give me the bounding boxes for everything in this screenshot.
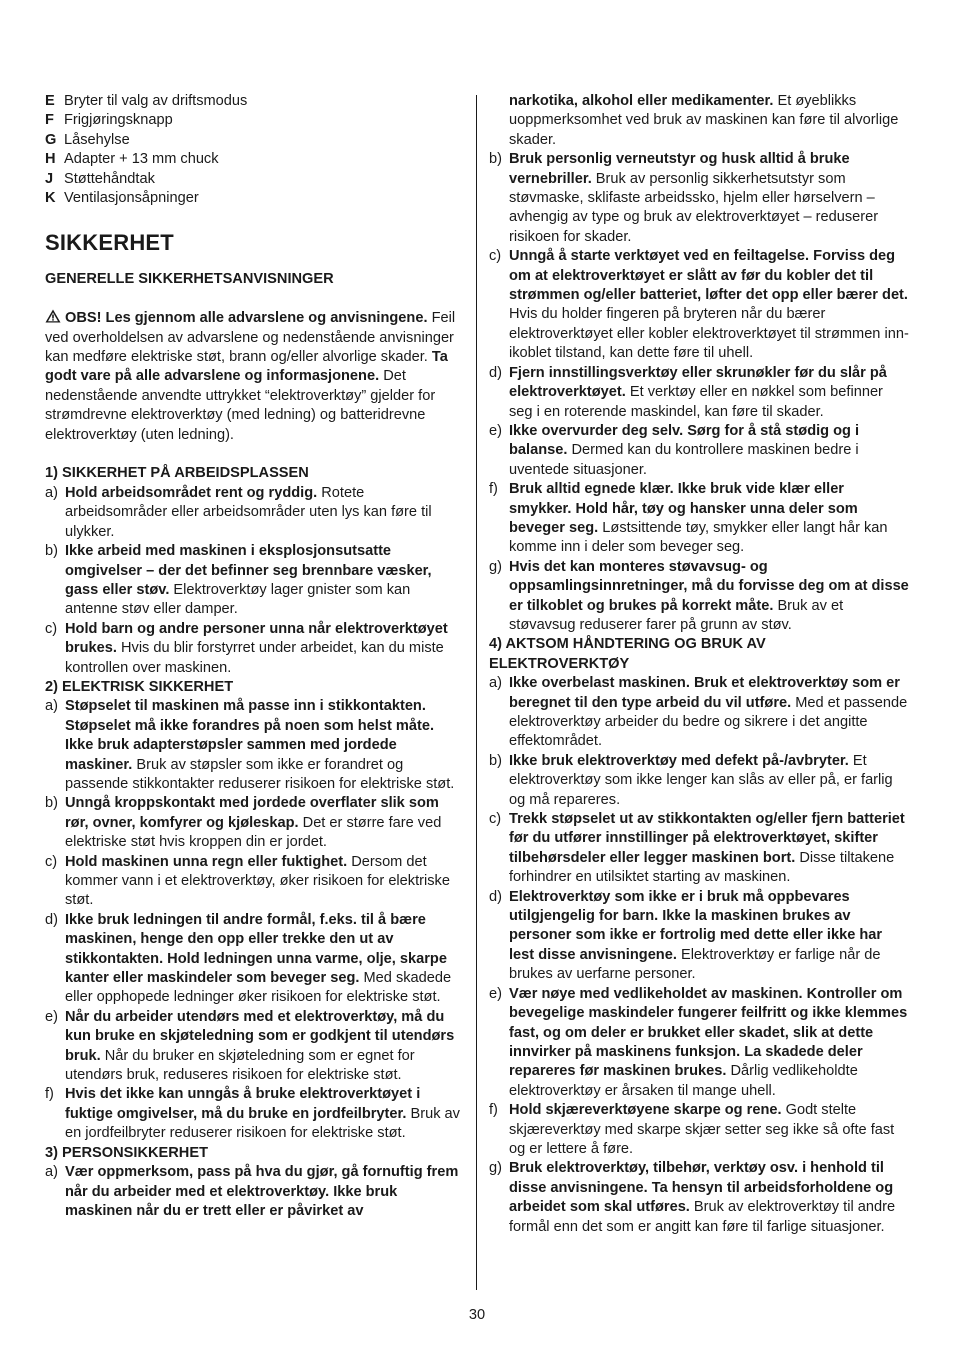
list-item <box>489 92 909 150</box>
list-item <box>489 810 909 888</box>
list-item <box>489 674 909 752</box>
list-item <box>45 853 465 911</box>
item-label: c) <box>489 811 502 828</box>
list-item <box>45 1008 465 1086</box>
item-text: Vær nøye med vedlikeholdet av maskinen. Kontroller om bevegelige maskindeler fungerer feilfritt og ikke klemmes fast, og om deler er brukket eller skadet, slik at dette innvirker på maskinens funksjon. La skadede deler repareres før maskinen brukes. Dårlig vedlikeholdte elektroverktøy er årsaken til mange uhell. <box>509 985 908 1099</box>
legend-text: Ventilasjonsåpninger <box>64 190 199 207</box>
list-item <box>489 422 909 480</box>
item-label: b) <box>45 795 58 812</box>
item-text: Ikke bruk elektroverktøy med defekt på-/avbryter. Et elektroverktøy som ikke lenger kan slås av eller på, er farlig og må repareres. <box>509 752 893 808</box>
legend-row <box>45 92 465 111</box>
item-text: Bruk personlig verneutstyr og husk alltid å bruke vernebriller. Bruk av personlig sikkerhetsutstyr som støvmaske, sklifaste arbeidssko, hjelm eller hørselvern – avhengig av type og bruk av elektroverktøyet – reduserer risikoen for skader. <box>509 151 879 245</box>
item-text: Ikke overvurder deg selv. Sørg for å stå stødig og i balanse. Dermed kan du kontrollere maskinen bedre i uventede situasjoner. <box>509 422 860 478</box>
heading-workplace-safety: 1) SIKKERHET PÅ ARBEIDSPLASSEN <box>45 465 309 482</box>
item-label: f) <box>45 1086 54 1103</box>
item-text: Hold skjæreverktøyene skarpe og rene. Godt stelte skjæreverktøy med skarpe skjær setter seg ikke så ofte fast og er lettere å føre. <box>509 1102 895 1157</box>
list-item <box>489 985 909 1101</box>
list-item <box>45 542 465 620</box>
list-item <box>45 697 465 794</box>
parts-legend <box>45 92 465 208</box>
warning-triangle-icon <box>45 309 61 323</box>
heading-electrical-safety: 2) ELEKTRISK SIKKERHET <box>45 678 234 695</box>
item-text: Trekk støpselet ut av stikkontakten og/eller fjern batteriet før du utfører innstillinger på elektroverktøyet, skifter tilbehørsdeler eller legger maskinen bort. Disse tiltakene forhindrer en utilsiktet starting av maskinen. <box>509 811 905 886</box>
item-label: f) <box>489 1102 498 1119</box>
column-divider <box>476 95 477 1290</box>
page-number: 30 <box>468 1307 486 1323</box>
item-label <box>489 92 509 150</box>
item-text: Unngå å starte verktøyet ved en feiltagelse. Forviss deg om at elektroverktøyet er slått av før du kobler det til strømmen og/eller batteriet, løfter det opp eller bærer det. Hvis du holder fingeren på bryteren når du bærer elektroverktøyet eller kobler elektroverktøyet til strømmen innikoblet tilstand, kan dette føre til uhell. <box>509 248 909 362</box>
item-text: Når du arbeider utendørs med et elektroverktøy, må du kun bruke en skjøteledning som er godkjent til utendørs bruk. Når du bruker en skjøteledning som er egnet for utendørs bruk, reduseres risikoen for elektriske støt. <box>65 1008 455 1084</box>
item-label: b) <box>45 543 58 560</box>
item-text: Hvis det ikke kan unngås å bruke elektroverktøyet i fuktige omgivelser, må du bruke en jordfeilbryter. Bruk av en jordfeilbryter reduserer risikoen for elektriske støt. <box>65 1086 460 1142</box>
legend-key: E <box>45 93 55 109</box>
item-label: c) <box>45 853 58 870</box>
item-text: Hold barn og andre personer unna når elektroverktøyet brukes. Hvis du blir forstyrret under arbeidet, kan du miste kontrollen over maskinen. <box>65 620 448 676</box>
legend-key: J <box>45 170 54 187</box>
item-label: c) <box>45 620 58 637</box>
list-electrical-safety <box>45 697 465 1143</box>
list-item <box>45 794 465 852</box>
legend-text: Frigjøringsknapp <box>64 112 173 129</box>
item-label: e) <box>489 985 502 1002</box>
subsection-title: GENERELLE SIKKERHETSANVISNINGER <box>45 271 334 288</box>
legend-text: Bryter til valg av driftsmodus <box>64 93 248 109</box>
legend-row <box>45 111 465 130</box>
item-label: d) <box>489 364 502 381</box>
legend-text: Låsehylse <box>64 131 130 148</box>
legend-key: K <box>45 190 56 207</box>
list-workplace-safety <box>45 484 465 678</box>
legend-key: F <box>45 112 54 129</box>
list-tool-handling <box>489 674 909 1237</box>
list-item <box>45 1085 465 1143</box>
item-text: Unngå kroppskontakt med jordede overflater slik som rør, ovner, komfyrer og kjøleskap. Det er større fare ved elektriske støt hvis kroppen din er jordet. <box>65 795 442 851</box>
legend-text: Adapter + 13 mm chuck <box>64 151 219 168</box>
item-label: c) <box>489 248 502 265</box>
item-text: Hold maskinen unna regn eller fuktighet. Dersom det kommer vann i et elektroverktøy, øker risikoen for elektriske støt. <box>65 853 450 909</box>
heading-tool-handling: 4) AKTSOM HÅNDTERING OG BRUK AV ELEKTROVERKTØY <box>489 636 766 672</box>
item-label: b) <box>489 752 502 769</box>
list-item <box>489 888 909 985</box>
item-label: e) <box>45 1008 58 1025</box>
item-label: g) <box>489 1160 502 1177</box>
item-text: Hold arbeidsområdet rent og ryddig. Rotete arbeidsområder eller arbeidsområder uten lys kan føre til ulykker. <box>65 484 432 540</box>
legend-row <box>45 150 465 169</box>
section-title: SIKKERHET <box>45 230 174 256</box>
legend-key: G <box>45 131 57 148</box>
list-item <box>45 484 465 542</box>
list-item <box>489 247 909 363</box>
item-text: Bruk elektroverktøy, tilbehør, verktøy osv. i henhold til disse anvisningene. Ta hensyn til arbeidsforholdene og arbeidet som skal utføres. Bruk av elektroverktøy til andre formål enn det som er angitt kan føre til farlige situasjoner. <box>509 1160 896 1235</box>
list-item <box>489 1101 909 1159</box>
item-text: Vær oppmerksom, pass på hva du gjør, gå fornuftig frem når du arbeider med et elektroverktøy. Ikke bruk maskinen når du er trett eller er påvirket av <box>65 1164 459 1219</box>
list-item <box>489 480 909 558</box>
list-item <box>489 558 909 636</box>
list-personal-safety <box>45 1163 465 1221</box>
list-item <box>489 752 909 810</box>
legend-row <box>45 170 465 189</box>
heading-personal-safety: 3) PERSONSIKKERHET <box>45 1144 208 1161</box>
legend-row <box>45 131 465 150</box>
list-item <box>489 150 909 247</box>
item-label: a) <box>489 675 502 692</box>
item-text: Ikke bruk ledningen til andre formål, f.eks. til å bære maskinen, henge den opp eller trekke den ut av stikkontakten. Hold ledningen unna varme, olje, skarpe kanter eller maskindeler som beveger seg. Med skadede eller opphopede ledninger øker risikoen for elektriske støt. <box>65 911 452 1006</box>
item-text: Ikke overbelast maskinen. Bruk et elektroverktøy som er beregnet til den type arbeid du vil utføre. Med et passende elektroverktøy arbeider du bedre og sikrere i det angitte effektområdet. <box>509 675 908 750</box>
item-text: Bruk alltid egnede klær. Ikke bruk vide klær eller smykker. Hold hår, tøy og hansker unna deler som beveger seg. Løstsittende tøy, smykker eller langt hår kan komme inn i deler som beveger seg. <box>509 481 888 556</box>
item-text: Fjern innstillingsverktøy eller skrunøkler før du slår på elektroverktøyet. Et verktøy eller en nøkkel som befinner seg i en roterende maskindel, kan føre til skader. <box>509 364 887 420</box>
list-item <box>489 364 909 422</box>
item-text: Ikke arbeid med maskinen i eksplosjonsutsatte omgivelser – der det befinner seg brennbare væsker, gass eller støv. Elektroverktøy lager gnister som kan antenne støv eller damper. <box>65 543 432 618</box>
legend-text: Støttehåndtak <box>64 170 155 187</box>
list-item <box>489 1159 909 1237</box>
legend-row <box>45 189 465 208</box>
item-label: f) <box>489 481 498 498</box>
list-item <box>45 620 465 678</box>
item-text: Hvis det kan monteres støvavsug- og oppsamlingsinnretninger, må du forvisse deg om at disse er tilkoblet og brukes på korrekt måte. Bruk av et støvavsug reduserer farer på grunn av støv. <box>509 558 909 633</box>
item-label: d) <box>45 911 58 928</box>
left-column <box>45 92 465 1221</box>
item-label: e) <box>489 422 502 439</box>
list-item <box>45 911 465 1008</box>
item-label: a) <box>45 484 58 501</box>
intro-paragraph: OBS! Les gjennom alle advarslene og anvisningene. Feil ved overholdelsen av advarslene og nedenstående anvisninger kan medføre elektriske støt, brann og/eller alvorlige skader. Ta godt vare på alle advarslene og informasjonene. Det nedenstående anvendte uttrykket “elektroverktøy” gjelder for strømdrevne elektroverktøy (med ledning) og batteridrevne elektroverktøy (uten ledning). <box>45 310 456 443</box>
item-text: Støpselet til maskinen må passe inn i stikkontakten. Støpselet må ikke forandres på noen som helst måte. Ikke bruk adapterstøpsler sammen med jordede maskiner. Bruk av støpsler som ikke er forandret og passende stikkontakter reduserer risikoen for elektriske støt. <box>65 698 455 792</box>
item-label: d) <box>489 888 502 905</box>
item-label: g) <box>489 558 502 575</box>
item-text: narkotika, alkohol eller medikamenter. Et øyeblikks uoppmerksomhet ved bruk av maskinen kan føre til alvorlige skader. <box>509 93 899 148</box>
right-column <box>489 92 909 1237</box>
legend-key: H <box>45 151 56 168</box>
list-personal-safety-continued <box>489 92 909 635</box>
item-label: a) <box>45 698 58 715</box>
item-text: Elektroverktøy som ikke er i bruk må oppbevares utilgjengelig for barn. Ikke la maskinen brukes av personer som ikke er fortrolig med dette eller ikke har lest disse anvisningene. Elektroverktøy er farlige når de brukes av uerfarne personer. <box>509 888 883 983</box>
list-item <box>45 1163 465 1221</box>
item-label: a) <box>45 1164 58 1181</box>
item-label: b) <box>489 151 502 168</box>
